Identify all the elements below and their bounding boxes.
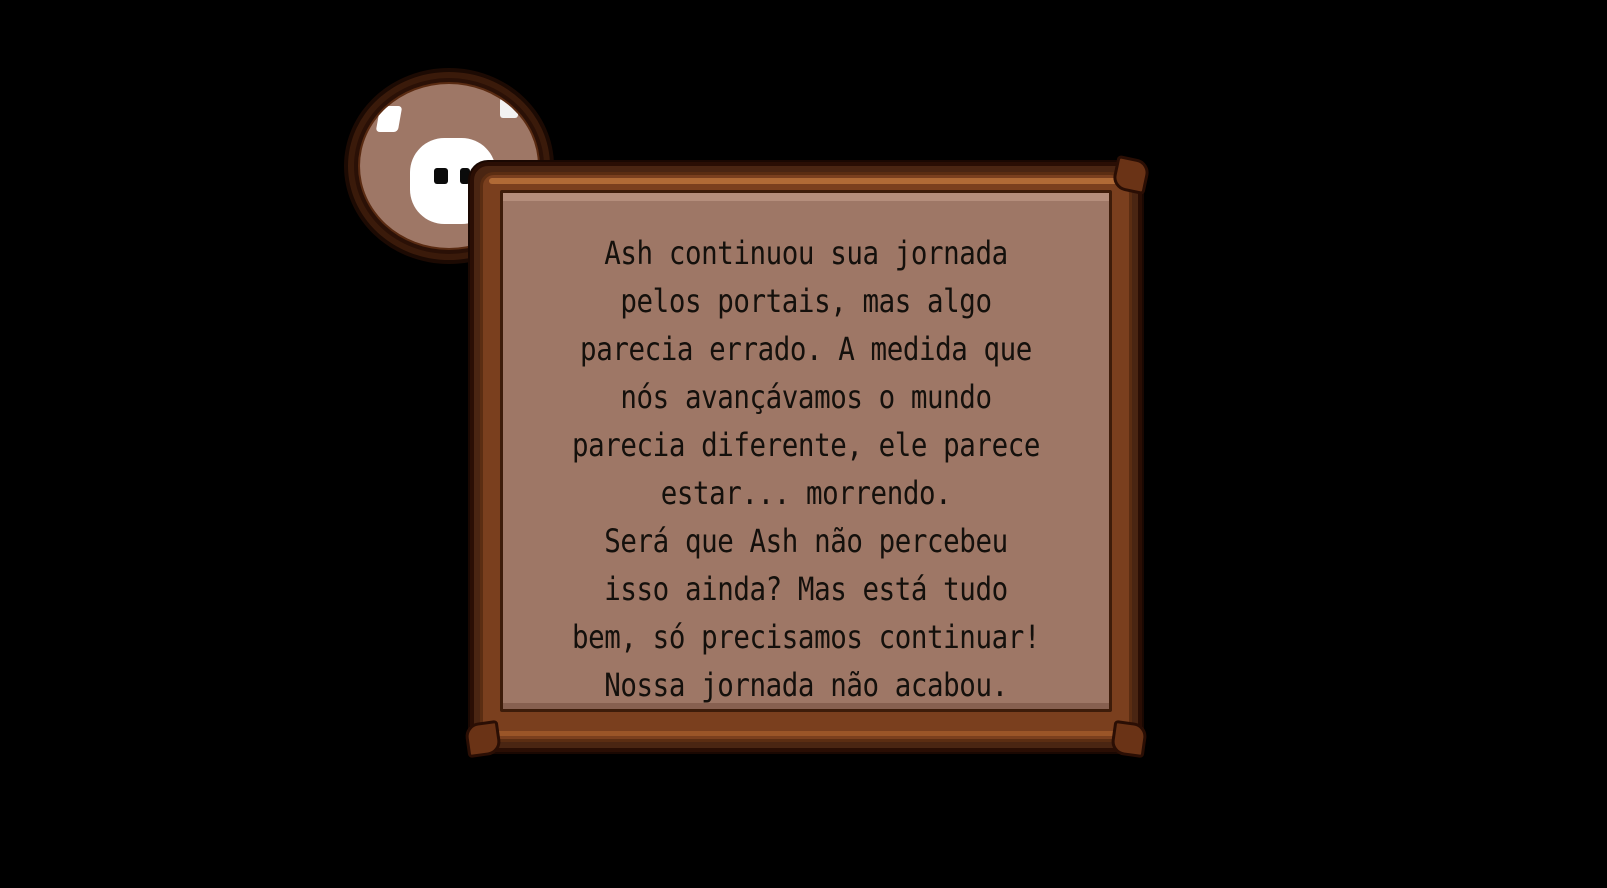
dialog-box[interactable] (470, 162, 1142, 752)
dialog-parchment (500, 190, 1112, 712)
frame-corner-ornament (1110, 720, 1148, 758)
portrait-shine (500, 98, 518, 118)
frame-corner-ornament (464, 720, 502, 758)
dialog-line: isso ainda? Mas está tudo (604, 570, 1008, 608)
dialog-line: parecia diferente, ele parece (571, 426, 1041, 464)
dialog-line: Será que Ash não percebeu (604, 522, 1008, 560)
dialog-line: Nossa jornada não acabou. (604, 666, 1008, 704)
dialog-line: Ash continuou sua jornada (604, 234, 1008, 272)
dialog-text (570, 229, 1043, 709)
portrait-shine (376, 106, 403, 132)
dialog-line: bem, só precisamos continuar! (571, 618, 1041, 656)
dialog-line: parecia errado. A medida que (580, 330, 1032, 368)
character-eye-right (460, 168, 470, 184)
dialog-line: pelos portais, mas algo (620, 282, 992, 320)
dialog-line: nós avançávamos o mundo (620, 378, 992, 416)
character-eye-left (434, 168, 448, 184)
dialog-line: estar... morrendo. (660, 474, 952, 512)
